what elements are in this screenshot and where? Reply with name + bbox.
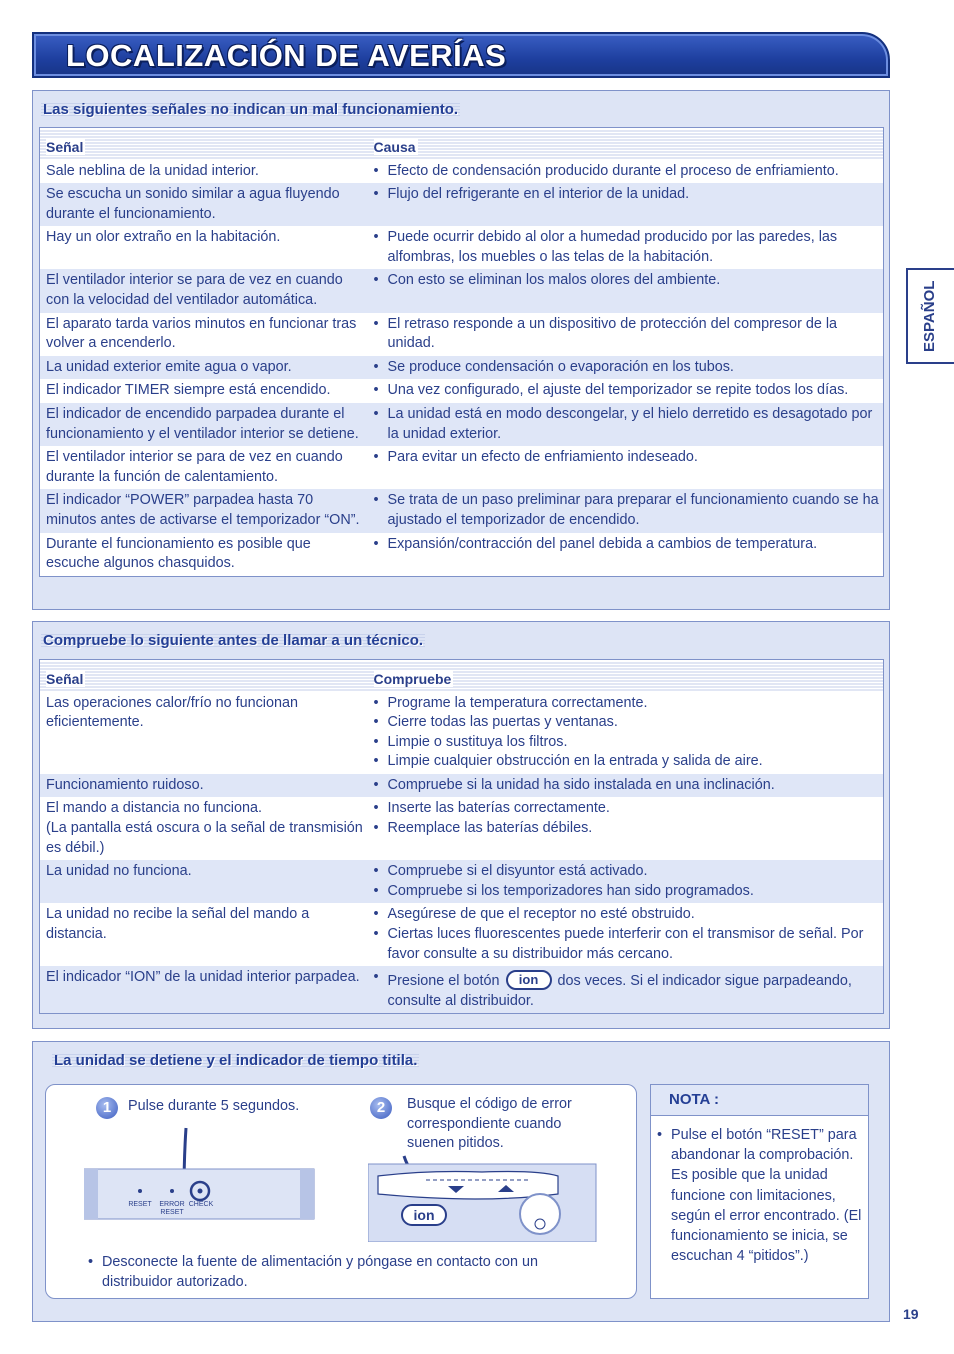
signal-cell: El ventilador interior se para de vez en cuando con la velocidad del ventilador automática. — [40, 269, 368, 312]
cause-item: • Una vez configurado, el ajuste del temporizador se repite todos los días. — [374, 381, 880, 401]
table-row — [40, 446, 884, 489]
signal-cell: Las operaciones calor/frío no funcionan eficientemente. — [40, 692, 368, 774]
cause-item: • Se produce condensación o evaporación en los tubos. — [374, 358, 880, 378]
table-row — [40, 226, 884, 269]
cause-item: • Expansión/contracción del panel debida a cambios de temperatura. — [374, 535, 880, 555]
step1-number: 1 — [96, 1097, 118, 1119]
check-label: CHECK — [188, 1201, 214, 1208]
section-check-before-technician — [32, 621, 890, 1029]
check-cell — [368, 797, 884, 860]
signal-cell: El indicador TIMER siempre está encendido. — [40, 379, 368, 403]
check-cell — [368, 692, 884, 774]
signal-cell: Se escucha un sonido similar a agua fluyendo durante el funcionamiento. — [40, 183, 368, 226]
page-number: 19 — [903, 1306, 919, 1322]
signal-cell: La unidad no funciona. — [40, 860, 368, 903]
table-row — [40, 797, 884, 860]
check-item: • Compruebe si los temporizadores han sido programados. — [374, 882, 880, 902]
col-signal-header: Señal — [40, 128, 368, 160]
check-cell — [368, 774, 884, 798]
check-before-text: Presione el botón — [387, 973, 500, 990]
table-row — [40, 379, 884, 403]
section1-heading: Las siguientes señales no indican un mal funcionamiento. — [43, 101, 459, 118]
signal-cell: El indicador “POWER” parpadea hasta 70 minutos antes de activarse el temporizador “ON”. — [40, 489, 368, 532]
power-button-icon[interactable] — [520, 1194, 560, 1234]
step2-text: Busque el código de error correspondiente cuando suenen pitidos. — [407, 1096, 572, 1152]
step1-text: Pulse durante 5 segundos. — [128, 1098, 300, 1114]
step2-number: 2 — [370, 1097, 392, 1119]
check-item: • Programe la temperatura correctamente. — [374, 694, 880, 714]
check-button-icon[interactable] — [198, 1189, 203, 1194]
error-reset-label: RESET — [160, 1209, 184, 1216]
remote-ion-button[interactable]: ion — [413, 1207, 435, 1223]
check-item: • Ciertas luces fluorescentes puede interferir con el transmisor de señal. Por favor consulte a su distribuidor más cercano. — [374, 925, 880, 964]
check-item: • Cierre todas las puertas y ventanas. — [374, 713, 880, 733]
cause-item: • El retraso responde a un dispositivo de protección del compresor de la unidad. — [374, 315, 880, 354]
error-label: ERROR — [159, 1201, 185, 1208]
cause-item: • Con esto se eliminan los malos olores del ambiente. — [374, 271, 880, 291]
cause-item: • Se trata de un paso preliminar para preparar el funcionamiento cuando se ha ajustado el temporizador de encendido. — [374, 491, 880, 530]
check-item: • Asegúrese de que el receptor no esté obstruido. — [374, 905, 880, 925]
signal-cell: La unidad exterior emite agua o vapor. — [40, 356, 368, 380]
normal-signals-table — [39, 127, 884, 577]
signal-cell: El mando a distancia no funciona. (La pantalla está oscura o la señal de transmisión es débil.) — [40, 797, 368, 860]
check-item — [374, 968, 880, 1011]
check-item: • Inserte las baterías correctamente. — [374, 799, 880, 819]
cause-cell — [368, 183, 884, 226]
signal-cell: Durante el funcionamiento es posible que escuche algunos chasquidos. — [40, 533, 368, 577]
cause-cell — [368, 269, 884, 312]
cause-item: • Efecto de condensación producido durante el proceso de enfriamiento. — [374, 162, 880, 182]
table-header-row — [40, 660, 884, 692]
table-row — [40, 860, 884, 903]
table-row — [40, 489, 884, 532]
control-panel-illustration — [84, 1118, 316, 1222]
col-cause-header: Causa — [368, 128, 884, 160]
signal-cell: La unidad no recibe la señal del mando a distancia. — [40, 903, 368, 966]
cause-cell — [368, 313, 884, 356]
signal-cell: Hay un olor extraño en la habitación. — [40, 226, 368, 269]
signal-cell: El ventilador interior se para de vez en cuando durante la función de calentamiento. — [40, 446, 368, 489]
title-bar — [32, 32, 890, 78]
cause-cell — [368, 379, 884, 403]
table-row — [40, 692, 884, 774]
cause-item: • Puede ocurrir debido al olor a humedad producido por las paredes, las alfombras, los muebles o las telas de la habitación. — [374, 228, 880, 267]
check-cell — [368, 903, 884, 966]
remote-control-illustration — [368, 1150, 598, 1242]
check-item: • Reemplace las baterías débiles. — [374, 819, 880, 839]
reset-indicator-icon — [138, 1189, 142, 1193]
table-row — [40, 160, 884, 184]
disconnect-instruction: • Desconecte la fuente de alimentación y póngase en contacto con un distribuidor autorizado. — [88, 1253, 568, 1292]
cause-item: • La unidad está en modo descongelar, y el hielo derretido es desagotado por la unidad exterior. — [374, 405, 880, 444]
cause-cell — [368, 160, 884, 184]
note-text: • Pulse el botón “RESET” para abandonar la comprobación. Es posible que la unidad funcione con limitaciones, según el error encontrado. (El funcionamiento se inicia, se escuchan 4 “pitidos”.) — [657, 1125, 865, 1266]
language-tab-label: ESPAÑOL — [921, 280, 938, 352]
cause-cell — [368, 226, 884, 269]
signal-cell: El aparato tarda varios minutos en funcionar tras volver a encenderlo. — [40, 313, 368, 356]
table-row — [40, 966, 884, 1014]
table-row — [40, 183, 884, 226]
table-row — [40, 313, 884, 356]
signal-cell: El indicador de encendido parpadea durante el funcionamiento y el ventilador interior se detiene. — [40, 403, 368, 446]
language-tab — [906, 268, 954, 364]
section-normal-signals — [32, 90, 890, 610]
ion-button-icon: ion — [506, 970, 552, 990]
section3-bullets — [88, 1253, 568, 1292]
check-item: • Limpie cualquier obstrucción en la entrada y salida de aire. — [374, 752, 880, 772]
signal-cell: El indicador “ION” de la unidad interior parpadea. — [40, 966, 368, 1014]
page-title: LOCALIZACIÓN DE AVERÍAS — [66, 38, 507, 73]
col-check-header: Compruebe — [368, 660, 884, 692]
table-row — [40, 403, 884, 446]
cause-cell — [368, 403, 884, 446]
section2-heading: Compruebe lo siguiente antes de llamar a un técnico. — [43, 632, 424, 649]
note-box — [650, 1084, 869, 1299]
check-table — [39, 659, 884, 1014]
reset-label: RESET — [128, 1201, 152, 1208]
table-row — [40, 533, 884, 577]
cause-item: • Para evitar un efecto de enfriamiento indeseado. — [374, 448, 880, 468]
cause-cell — [368, 489, 884, 532]
check-cell — [368, 966, 884, 1014]
cause-cell — [368, 356, 884, 380]
check-item: • Limpie o sustituya los filtros. — [374, 733, 880, 753]
signal-cell: Sale neblina de la unidad interior. — [40, 160, 368, 184]
signal-cell: Funcionamiento ruidoso. — [40, 774, 368, 798]
error-indicator-icon — [170, 1189, 174, 1193]
check-cell — [368, 860, 884, 903]
cause-cell — [368, 533, 884, 577]
col-signal-header: Señal — [40, 660, 368, 692]
check-item: • Compruebe si la unidad ha sido instalada en una inclinación. — [374, 776, 880, 796]
cause-cell — [368, 446, 884, 489]
check-item: • Compruebe si el disyuntor está activado. — [374, 862, 880, 882]
note-list — [657, 1125, 865, 1266]
check-after-text: dos veces. Si el indicador sigue parpadeando, consulte al distribuidor. — [387, 973, 852, 1009]
note-heading: NOTA : — [651, 1085, 868, 1116]
section3-heading: La unidad se detiene y el indicador de tiempo titila. — [54, 1052, 418, 1069]
table-row — [40, 903, 884, 966]
table-row — [40, 269, 884, 312]
table-row — [40, 774, 884, 798]
table-header-row — [40, 128, 884, 160]
cause-item: • Flujo del refrigerante en el interior de la unidad. — [374, 185, 880, 205]
table-row — [40, 356, 884, 380]
